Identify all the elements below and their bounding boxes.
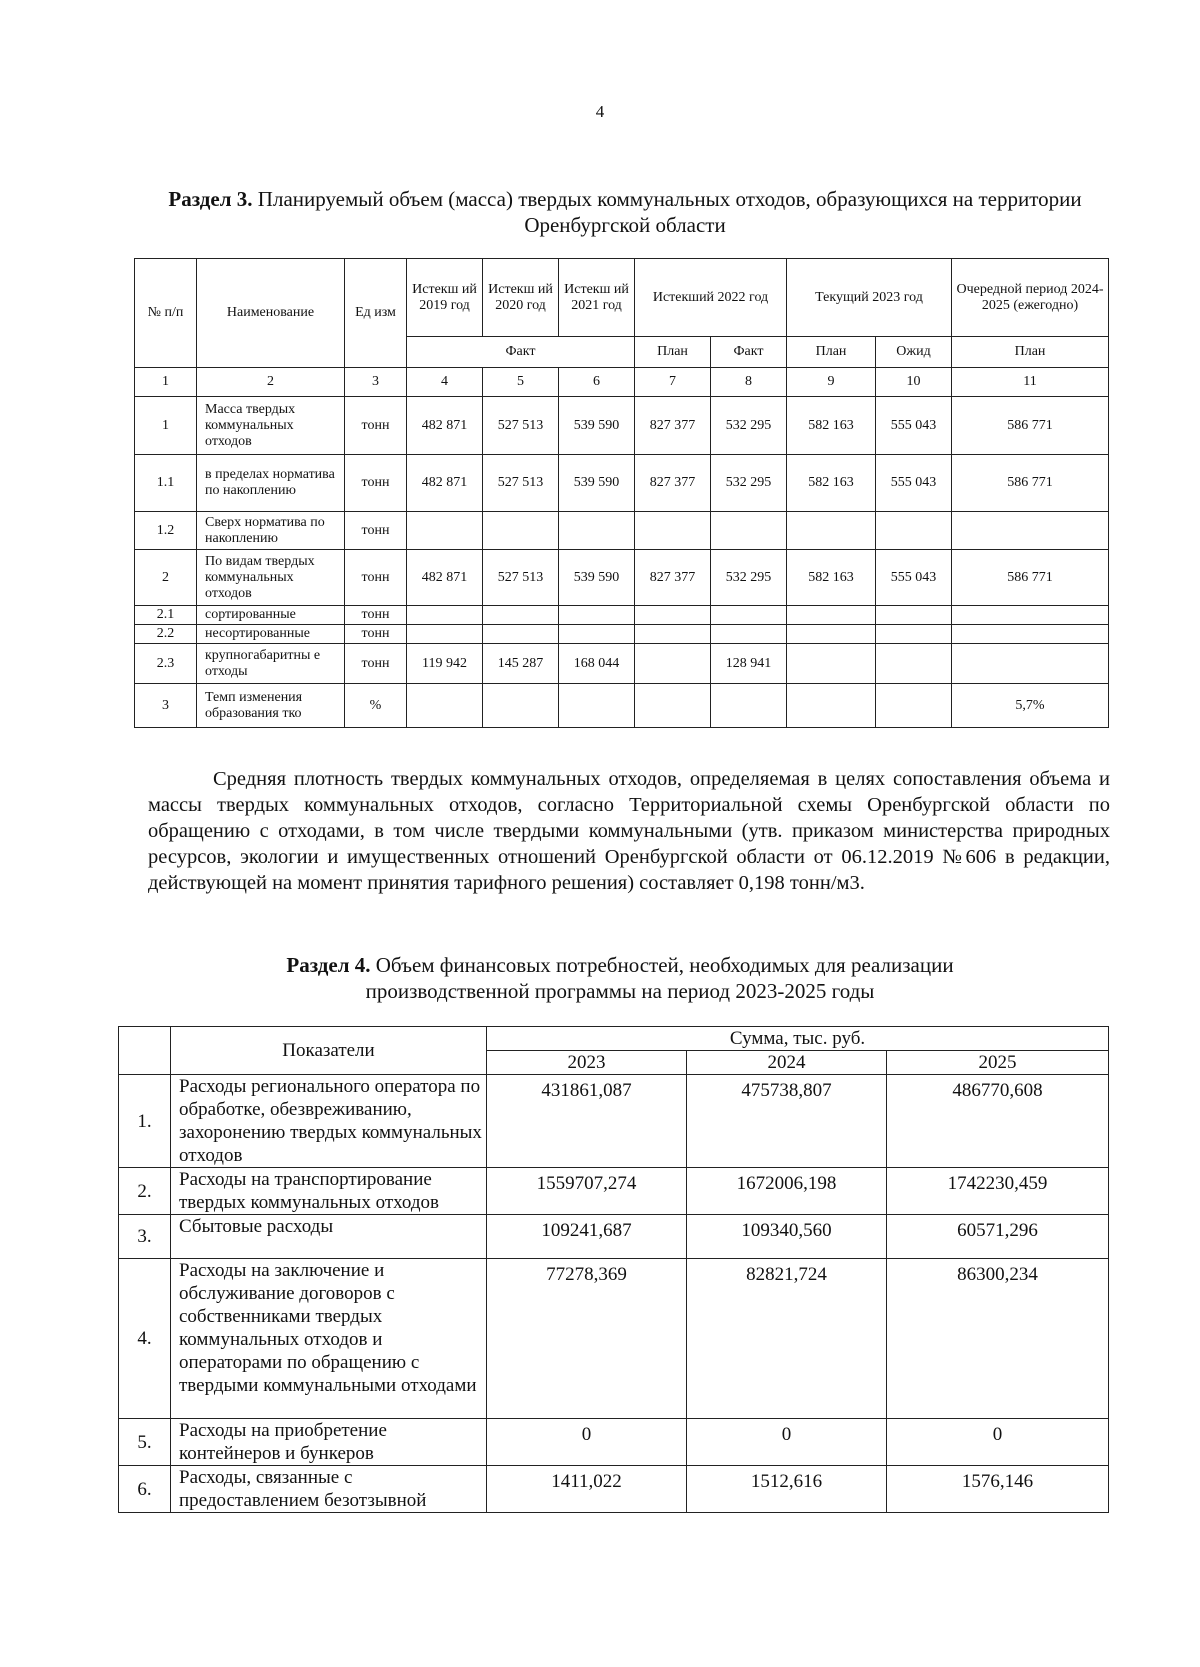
header-sum: Сумма, тыс. руб.	[487, 1027, 1109, 1051]
row-value: 555 043	[876, 397, 952, 455]
page-number: 4	[595, 102, 605, 121]
row-value	[711, 625, 787, 644]
section4-title-text: Объем финансовых потребностей, необходимых для реализации производственной программы на период 2023-2025 годы	[365, 953, 954, 1003]
row-value	[559, 684, 635, 728]
col-number: 7	[635, 368, 711, 397]
row-value: 527 513	[483, 550, 559, 606]
header-2020: Истекш ий 2020 год	[483, 259, 559, 337]
section3-table	[134, 258, 1109, 728]
row-number: 2.	[119, 1168, 171, 1215]
row-value	[559, 606, 635, 625]
table-row	[119, 1215, 1109, 1259]
row-name: в пределах норматива по накоплению	[197, 455, 345, 512]
row-number: 1	[135, 397, 197, 455]
row-value: 1576,146	[887, 1466, 1109, 1513]
col-number: 8	[711, 368, 787, 397]
header-2023: Текущий 2023 год	[787, 259, 952, 337]
row-value: 539 590	[559, 455, 635, 512]
row-value: 1559707,274	[487, 1168, 687, 1215]
table-row	[135, 550, 1109, 606]
subheader-plan-2023: План	[787, 337, 876, 368]
header-num: № п/п	[135, 259, 197, 368]
row-value: 482 871	[407, 455, 483, 512]
section4-table	[118, 1026, 1109, 1513]
row-indicator: Сбытовые расходы	[171, 1215, 487, 1259]
row-value: 539 590	[559, 397, 635, 455]
row-indicator: Расходы на заключение и обслуживание договоров с собственниками твердых коммунальных отходов и операторами по обращению с твердыми коммунальными отходами	[171, 1259, 487, 1419]
header-next-period: Очередной период 2024-2025 (ежегодно)	[952, 259, 1109, 337]
table-row	[119, 1466, 1109, 1513]
row-value: 582 163	[787, 550, 876, 606]
row-value	[483, 606, 559, 625]
row-indicator: Расходы регионального оператора по обработке, обезвреживанию, захоронению твердых коммунальных отходов	[171, 1075, 487, 1168]
row-number: 1.	[119, 1075, 171, 1168]
table-row	[119, 1419, 1109, 1466]
row-indicator: Расходы на приобретение контейнеров и бункеров	[171, 1419, 487, 1466]
table-row	[135, 397, 1109, 455]
section3-title-text: Планируемый объем (масса) твердых коммунальных отходов, образующихся на территории Оренбургской области	[252, 187, 1082, 237]
row-unit: тонн	[345, 606, 407, 625]
row-number: 1.2	[135, 512, 197, 550]
row-number: 6.	[119, 1466, 171, 1513]
row-value: 827 377	[635, 397, 711, 455]
section4-title-bold: Раздел 4.	[286, 953, 371, 977]
row-value	[559, 512, 635, 550]
row-number: 4.	[119, 1259, 171, 1419]
row-number: 3.	[119, 1215, 171, 1259]
header-name: Наименование	[197, 259, 345, 368]
section3-title-bold: Раздел 3.	[168, 187, 253, 211]
row-value: 0	[487, 1419, 687, 1466]
row-value	[876, 606, 952, 625]
row-value	[407, 606, 483, 625]
row-value	[483, 684, 559, 728]
row-value	[559, 625, 635, 644]
row-number: 2	[135, 550, 197, 606]
row-value	[635, 625, 711, 644]
row-value: 1411,022	[487, 1466, 687, 1513]
header-2021: Истекш ий 2021 год	[559, 259, 635, 337]
row-value: 586 771	[952, 550, 1109, 606]
table-row	[119, 1168, 1109, 1215]
row-name: По видам твердых коммунальных отходов	[197, 550, 345, 606]
table-row	[119, 1075, 1109, 1168]
row-value	[407, 512, 483, 550]
section4-header-row	[119, 1027, 1109, 1051]
section3-title	[140, 186, 1110, 238]
table-row	[135, 455, 1109, 512]
row-number: 2.1	[135, 606, 197, 625]
col-number: 2	[197, 368, 345, 397]
row-value: 1742230,459	[887, 1168, 1109, 1215]
table-row	[135, 625, 1109, 644]
row-value	[876, 644, 952, 684]
row-number: 2.2	[135, 625, 197, 644]
row-name: Масса твердых коммунальных отходов	[197, 397, 345, 455]
row-value: 1672006,198	[687, 1168, 887, 1215]
row-value	[711, 606, 787, 625]
row-value	[635, 512, 711, 550]
row-value: 586 771	[952, 455, 1109, 512]
row-value: 486770,608	[887, 1075, 1109, 1168]
row-name: крупногабаритны е отходы	[197, 644, 345, 684]
row-value: 555 043	[876, 455, 952, 512]
row-unit: тонн	[345, 455, 407, 512]
header-unit: Ед изм	[345, 259, 407, 368]
subheader-fact-2022: Факт	[711, 337, 787, 368]
row-value: 827 377	[635, 550, 711, 606]
row-value: 532 295	[711, 397, 787, 455]
subheader-fact: Факт	[407, 337, 635, 368]
row-value	[787, 644, 876, 684]
header-year: 2023	[487, 1051, 687, 1075]
header-year: 2025	[887, 1051, 1109, 1075]
col-number: 10	[876, 368, 952, 397]
subheader-plan-next: План	[952, 337, 1109, 368]
row-value	[787, 684, 876, 728]
row-value	[787, 606, 876, 625]
row-value: 532 295	[711, 455, 787, 512]
row-value	[787, 512, 876, 550]
row-value: 0	[687, 1419, 887, 1466]
row-number: 5.	[119, 1419, 171, 1466]
row-value: 539 590	[559, 550, 635, 606]
table-row	[119, 1259, 1109, 1419]
section3-header-row	[135, 259, 1109, 337]
col-number: 1	[135, 368, 197, 397]
table-row	[135, 684, 1109, 728]
row-value: 482 871	[407, 397, 483, 455]
row-value: 119 942	[407, 644, 483, 684]
row-name: несортированные	[197, 625, 345, 644]
row-value: 827 377	[635, 455, 711, 512]
row-name: Сверх норматива по накоплению	[197, 512, 345, 550]
row-value: 0	[887, 1419, 1109, 1466]
row-value: 82821,724	[687, 1259, 887, 1419]
header-2019: Истекш ий 2019 год	[407, 259, 483, 337]
row-value	[952, 644, 1109, 684]
header-empty	[119, 1027, 171, 1075]
row-value: 109241,687	[487, 1215, 687, 1259]
row-name: Темп изменения образования тко	[197, 684, 345, 728]
header-year: 2024	[687, 1051, 887, 1075]
row-value: 475738,807	[687, 1075, 887, 1168]
row-value: 431861,087	[487, 1075, 687, 1168]
row-value	[407, 625, 483, 644]
row-value: 145 287	[483, 644, 559, 684]
section3-column-numbers	[135, 368, 1109, 397]
row-value	[407, 684, 483, 728]
row-value: 5,7%	[952, 684, 1109, 728]
row-value: 586 771	[952, 397, 1109, 455]
row-value	[483, 512, 559, 550]
col-number: 5	[483, 368, 559, 397]
row-value	[635, 606, 711, 625]
row-unit: тонн	[345, 625, 407, 644]
row-value	[876, 684, 952, 728]
row-value	[876, 625, 952, 644]
section4-title	[230, 952, 1010, 1004]
row-value: 582 163	[787, 397, 876, 455]
row-number: 2.3	[135, 644, 197, 684]
row-indicator: Расходы на транспортирование твердых коммунальных отходов	[171, 1168, 487, 1215]
table-row	[135, 512, 1109, 550]
density-paragraph: Средняя плотность твердых коммунальных отходов, определяемая в целях сопоставления объема и массы твердых коммунальных отходов, согласно Территориальной схемы Оренбургской области по обращению с отходами, в том числе твердыми коммунальными (утв. приказом министерства природных ресурсов, экологии и имущественных отношений Оренбургской области от 06.12.2019 №606 в редакции, действующей на момент принятия тарифного решения) составляет 0,198 тонн/м3.	[148, 768, 1110, 894]
row-value: 109340,560	[687, 1215, 887, 1259]
row-indicator: Расходы, связанные с предоставлением безотзывной	[171, 1466, 487, 1513]
row-value	[952, 625, 1109, 644]
subheader-expected: Ожид	[876, 337, 952, 368]
row-value: 582 163	[787, 455, 876, 512]
row-value: 1512,616	[687, 1466, 887, 1513]
row-unit: тонн	[345, 397, 407, 455]
row-unit: тонн	[345, 644, 407, 684]
row-number: 3	[135, 684, 197, 728]
row-value: 482 871	[407, 550, 483, 606]
row-unit: тонн	[345, 512, 407, 550]
col-number: 9	[787, 368, 876, 397]
row-value: 128 941	[711, 644, 787, 684]
row-value	[787, 625, 876, 644]
row-name: сортированные	[197, 606, 345, 625]
subheader-plan: План	[635, 337, 711, 368]
row-value	[876, 512, 952, 550]
col-number: 6	[559, 368, 635, 397]
row-unit: тонн	[345, 550, 407, 606]
row-value	[483, 625, 559, 644]
row-unit: %	[345, 684, 407, 728]
row-value: 527 513	[483, 455, 559, 512]
row-number: 1.1	[135, 455, 197, 512]
row-value: 77278,369	[487, 1259, 687, 1419]
table-row	[135, 606, 1109, 625]
row-value: 86300,234	[887, 1259, 1109, 1419]
col-number: 4	[407, 368, 483, 397]
row-value	[711, 512, 787, 550]
section3-table-body	[135, 397, 1109, 728]
row-value: 168 044	[559, 644, 635, 684]
row-value	[711, 684, 787, 728]
row-value: 527 513	[483, 397, 559, 455]
col-number: 3	[345, 368, 407, 397]
row-value	[952, 512, 1109, 550]
row-value: 60571,296	[887, 1215, 1109, 1259]
header-2022: Истекший 2022 год	[635, 259, 787, 337]
header-indicators: Показатели	[171, 1027, 487, 1075]
row-value: 555 043	[876, 550, 952, 606]
row-value	[635, 684, 711, 728]
row-value	[635, 644, 711, 684]
row-value	[952, 606, 1109, 625]
col-number: 11	[952, 368, 1109, 397]
row-value: 532 295	[711, 550, 787, 606]
table-row	[135, 644, 1109, 684]
section4-table-body	[119, 1075, 1109, 1513]
